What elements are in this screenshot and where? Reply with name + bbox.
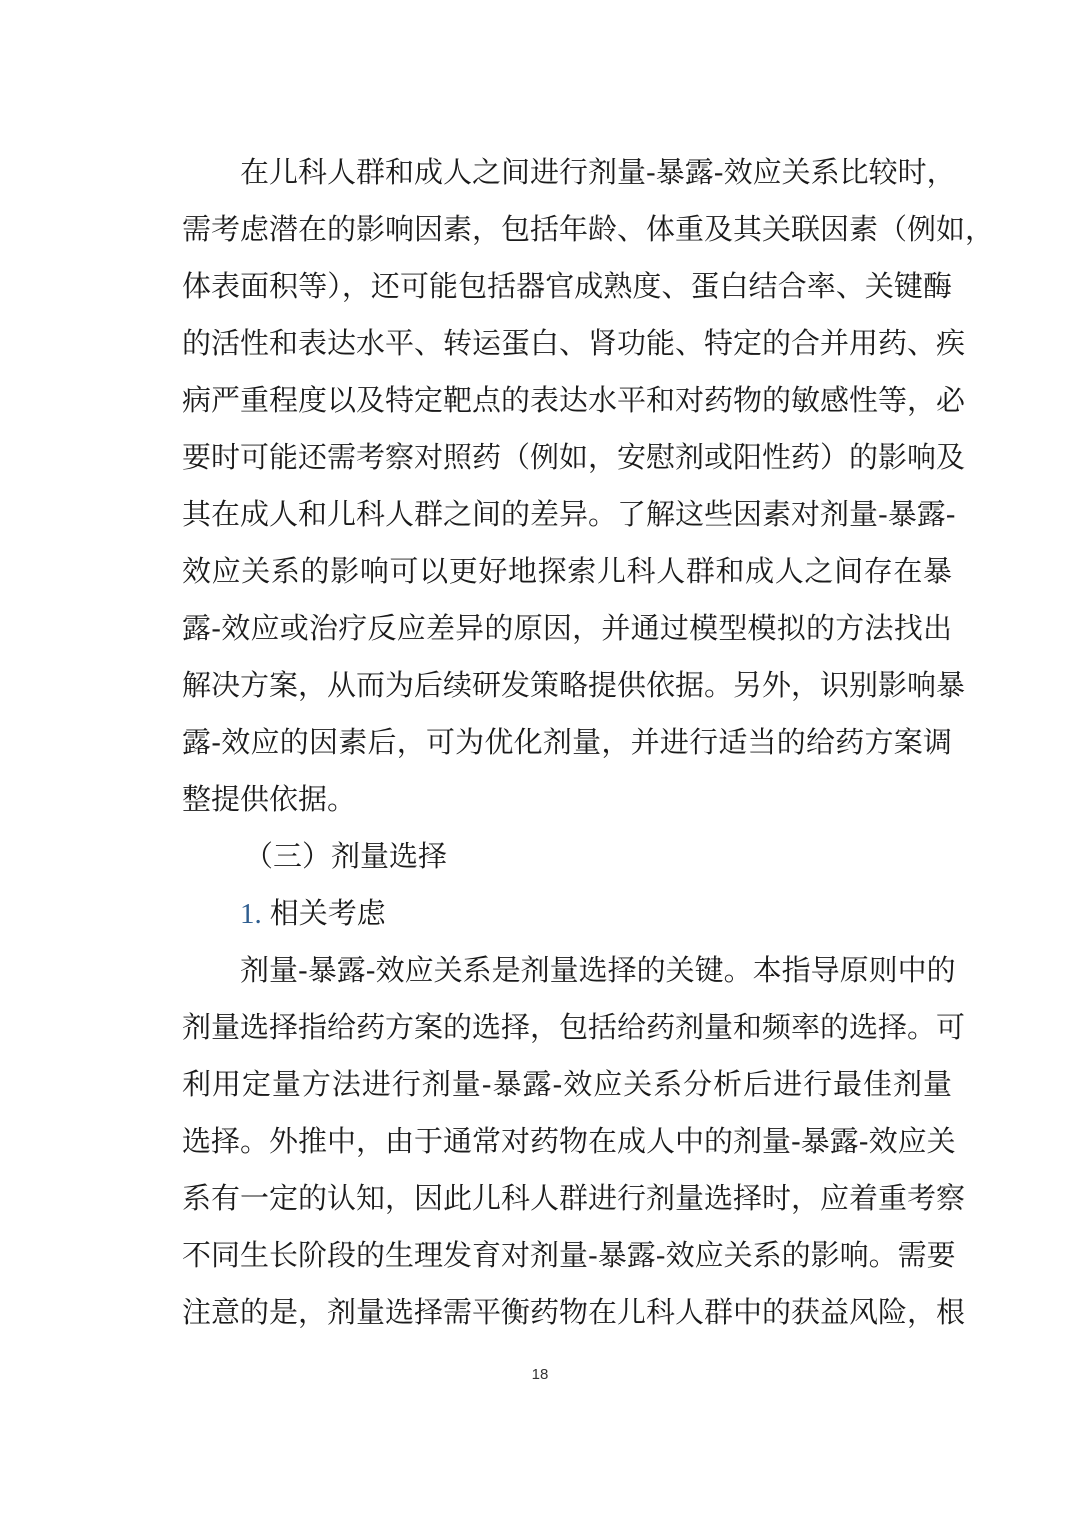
paragraph-2-line: 利用定量方法进行剂量-暴露-效应关系分析后进行最佳剂量 [182, 1067, 952, 1101]
paragraph-2-line: 选择。外推中，由于通常对药物在成人中的剂量-暴露-效应关 [182, 1124, 956, 1158]
paragraph-1-line: 效应关系的影响可以更好地探索儿科人群和成人之间存在暴 [182, 554, 952, 588]
paragraph-1-line: 露-效应的因素后，可为优化剂量，并进行适当的给药方案调 [182, 725, 952, 759]
subsection-title: 相关考虑 [269, 896, 386, 930]
paragraph-1-line: 需考虑潜在的影响因素，包括年龄、体重及其关联因素（例如， [182, 212, 995, 246]
paragraph-1-line: 的活性和表达水平、转运蛋白、肾功能、特定的合并用药、疾 [182, 326, 966, 360]
section-heading: （三）剂量选择 [244, 839, 448, 873]
paragraph-1-line: 病严重程度以及特定靶点的表达水平和对药物的敏感性等，必 [182, 383, 966, 417]
paragraph-2-line: 不同生长阶段的生理发育对剂量-暴露-效应关系的影响。需要 [182, 1238, 956, 1272]
page-number: 18 [531, 1366, 549, 1383]
subsection-heading [240, 883, 386, 943]
paragraph-2-line: 剂量-暴露-效应关系是剂量选择的关键。本指导原则中的 [240, 953, 956, 987]
paragraph-1-line: 要时可能还需考察对照药（例如，安慰剂或阳性药）的影响及 [182, 440, 966, 474]
paragraph-2-line: 剂量选择指给药方案的选择，包括给药剂量和频率的选择。可 [182, 1010, 966, 1044]
paragraph-2-line: 系有一定的认知，因此儿科人群进行剂量选择时，应着重考察 [182, 1181, 966, 1215]
paragraph-1-line: 整提供依据。 [182, 782, 357, 816]
paragraph-1-line: 露-效应或治疗反应差异的原因，并通过模型模拟的方法找出 [182, 611, 952, 645]
subsection-number: 1. [240, 898, 262, 930]
paragraph-2-line: 注意的是，剂量选择需平衡药物在儿科人群中的获益风险，根 [182, 1295, 966, 1329]
paragraph-1-line: 解决方案，从而为后续研发策略提供依据。另外，识别影响暴 [182, 668, 966, 702]
paragraph-1-line: 体表面积等），还可能包括器官成熟度、蛋白结合率、关键酶 [182, 269, 952, 303]
paragraph-1-line: 在儿科人群和成人之间进行剂量-暴露-效应关系比较时， [240, 155, 956, 189]
paragraph-1-line: 其在成人和儿科人群之间的差异。了解这些因素对剂量-暴露- [182, 497, 956, 531]
